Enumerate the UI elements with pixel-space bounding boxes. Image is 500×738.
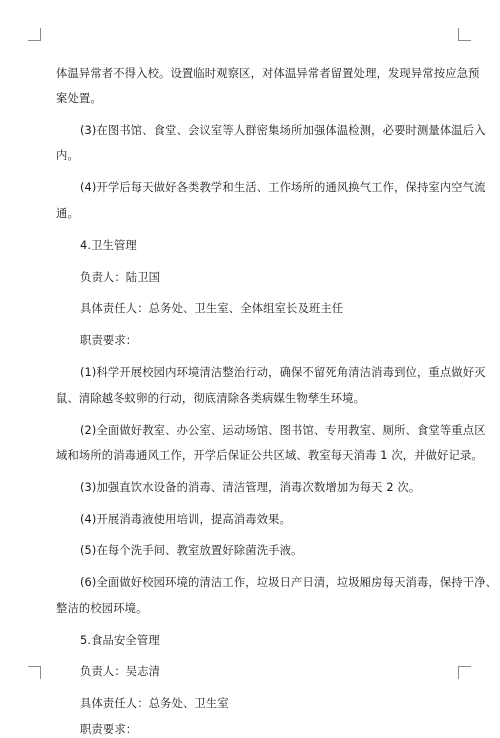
specific-responsible: 具体责任人：总务处、卫生室、全体组室长及班主任: [80, 302, 344, 315]
responsible-person: 负责人：吴志清: [80, 665, 161, 678]
paragraph-line: 体温异常者不得入校。设置临时观察区，对体温异常者留置处理，发现异常按应急预: [56, 67, 480, 80]
responsible-person: 负责人：陆卫国: [80, 271, 161, 284]
section-heading: 4.卫生管理: [80, 239, 137, 252]
paragraph-line: (6)全面做好校园环境的清洁工作，垃圾日产日清，垃圾厢房每天消毒，保持干净、: [80, 576, 498, 589]
duty-requirements-label: 职责要求：: [80, 723, 138, 736]
paragraph-line: 内。: [56, 149, 79, 162]
paragraph-line: 鼠、清除越冬蚊卵的行动，彻底清除各类病媒生物孳生环境。: [56, 392, 366, 405]
paragraph-line: (2)全面做好教室、办公室、运动场馆、图书馆、专用教室、厕所、食堂等重点区: [80, 424, 486, 437]
duty-requirements-label: 职责要求：: [80, 334, 138, 347]
paragraph-line: (4)开学后每天做好各类教学和生活、工作场所的通风换气工作，保持室内空气流: [80, 181, 486, 194]
crop-mark-bottom-right: [458, 666, 471, 679]
paragraph-line: (3)加强直饮水设备的消毒、清洁管理，消毒次数增加为每天 2 次。: [80, 481, 421, 494]
paragraph-line: 域和场所的消毒通风工作，开学后保证公共区域、教室每天消毒 1 次，并做好记录。: [56, 449, 483, 462]
paragraph-line: (5)在每个洗手间、教室放置好除菌洗手液。: [80, 544, 303, 557]
paragraph-line: 整洁的校园环境。: [56, 602, 148, 615]
crop-mark-bottom-left: [28, 666, 41, 679]
section-heading: 5.食品安全管理: [80, 634, 160, 647]
paragraph-line: (1)科学开展校园内环境清洁整治行动，确保不留死角清洁消毒到位，重点做好灭: [80, 366, 486, 379]
crop-mark-top-left: [28, 28, 41, 41]
paragraph-line: 案处置。: [56, 92, 102, 105]
paragraph-line: (3)在图书馆、食堂、会议室等人群密集场所加强体温检测，必要时测量体温后入: [80, 124, 486, 137]
specific-responsible: 具体责任人：总务处、卫生室: [80, 697, 229, 710]
paragraph-line: (4)开展消毒液使用培训，提高消毒效果。: [80, 513, 292, 526]
paragraph-line: 通。: [56, 207, 79, 220]
crop-mark-top-right: [458, 28, 471, 41]
